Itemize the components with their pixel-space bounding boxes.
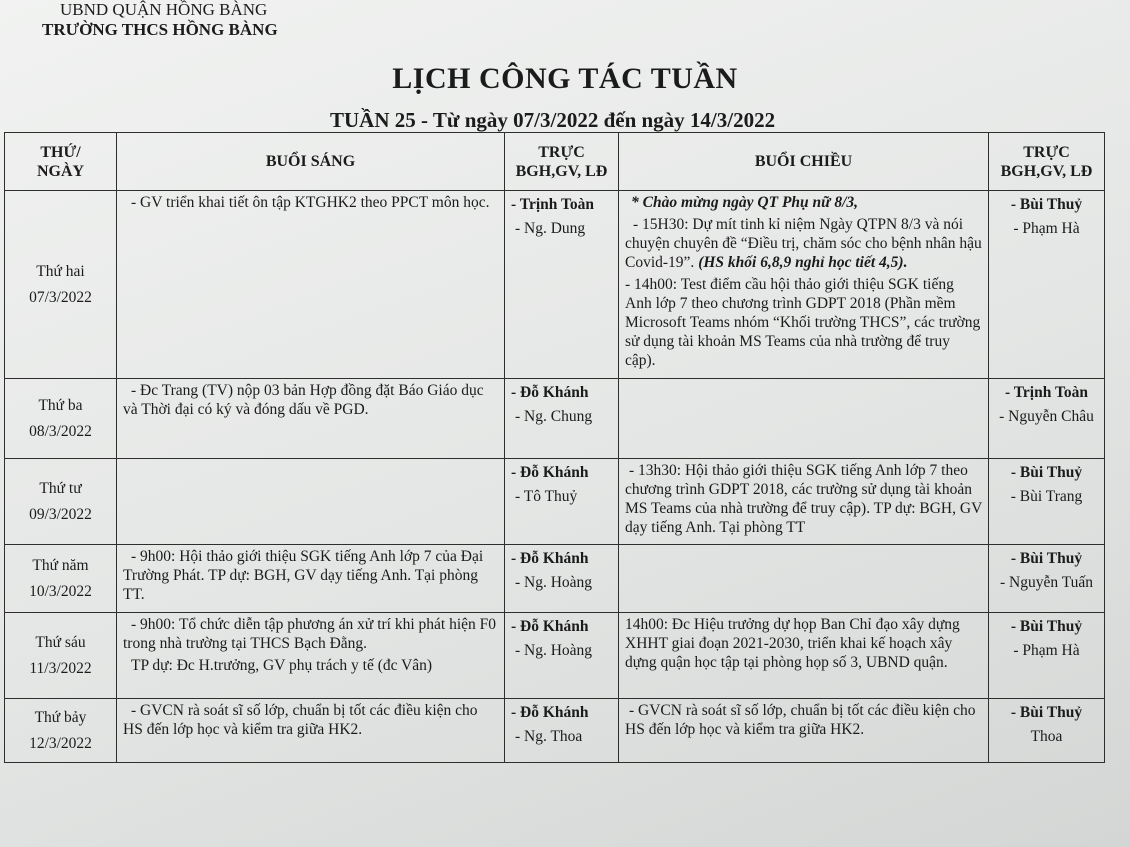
- table-row: [5, 613, 1105, 699]
- organization-header: [42, 0, 278, 40]
- district-name: UBND QUẬN HỒNG BÀNG: [60, 0, 268, 19]
- duty-am-cell: - Đỗ Khánh - Ng. Thoa: [505, 699, 619, 763]
- duty-pm-cell: - Bùi Thuỷ - Bùi Trang: [989, 459, 1105, 545]
- morning-cell: - 9h00: Hội thảo giới thiệu SGK tiếng Anh lớp 7 của Đại Trường Phát. TP dự: BGH, GV dạy tiếng Anh. Tại phòng TT.: [117, 545, 505, 613]
- afternoon-cell: [619, 545, 989, 613]
- afternoon-cell: 14h00: Đc Hiệu trưởng dự họp Ban Chỉ đạo xây dựng XHHT giai đoạn 2021-2030, triển khai kế hoạch xây dựng quận học tập tại phòng họp số 3, UBND quận.: [619, 613, 989, 699]
- afternoon-cell: * Chào mừng ngày QT Phụ nữ 8/3, - 15H30: Dự mít tinh kỉ niệm Ngày QTPN 8/3 và nói chuyện chuyên đề “Điều trị, chăm sóc cho bệnh nhân hậu Covid-19”. (HS khối 6,8,9 nghỉ học tiết 4,5). - 14h00: Test điểm cầu hội thảo giới thiệu SGK tiếng Anh lớp 7 theo chương trình GDPT 2018 (Phần mềm Microsoft Teams nhóm “Khối trường THCS”, các trường sử dụng tài khoản MS Teams của nhà trường để truy cập).: [619, 191, 989, 379]
- day-cell: Thứ sáu 11/3/2022: [5, 613, 117, 699]
- afternoon-cell: [619, 379, 989, 459]
- duty-pm-cell: - Bùi Thuỷ Thoa: [989, 699, 1105, 763]
- col-afternoon-header: BUỔI CHIỀU: [619, 133, 989, 191]
- duty-pm-cell: - Bùi Thuỷ - Nguyễn Tuấn: [989, 545, 1105, 613]
- table-row: [5, 699, 1105, 763]
- table-row: [5, 459, 1105, 545]
- table-row: [5, 191, 1105, 379]
- col-duty-pm-header: TRỰC BGH,GV, LĐ: [989, 133, 1105, 191]
- day-cell: Thứ tư 09/3/2022: [5, 459, 117, 545]
- table-header-row: [5, 133, 1105, 191]
- morning-cell: - Đc Trang (TV) nộp 03 bản Hợp đồng đặt Báo Giáo dục và Thời đại có ký và đóng dấu về PGD.: [117, 379, 505, 459]
- day-cell: Thứ hai 07/3/2022: [5, 191, 117, 379]
- duty-pm-cell: - Bùi Thuỷ - Phạm Hà: [989, 613, 1105, 699]
- duty-pm-cell: - Trịnh Toàn - Nguyễn Châu: [989, 379, 1105, 459]
- day-cell: Thứ năm 10/3/2022: [5, 545, 117, 613]
- duty-am-cell: - Đỗ Khánh - Tô Thuỷ: [505, 459, 619, 545]
- duty-am-cell: - Đỗ Khánh - Ng. Hoàng: [505, 613, 619, 699]
- school-name: TRƯỜNG THCS HỒNG BÀNG: [42, 20, 278, 39]
- col-duty-am-header: TRỰC BGH,GV, LĐ: [505, 133, 619, 191]
- morning-cell: [117, 459, 505, 545]
- duty-am-cell: - Đỗ Khánh - Ng. Hoàng: [505, 545, 619, 613]
- table-row: [5, 379, 1105, 459]
- afternoon-cell: - 13h30: Hội thảo giới thiệu SGK tiếng Anh lớp 7 theo chương trình GDPT 2018, các trường sử dụng tài khoản MS Teams của nhà trường để truy cập). TP dự: BGH, GV dạy tiếng Anh. Tại phòng TT: [619, 459, 989, 545]
- morning-cell: - GV triển khai tiết ôn tập KTGHK2 theo PPCT môn học.: [117, 191, 505, 379]
- day-cell: Thứ bảy 12/3/2022: [5, 699, 117, 763]
- afternoon-cell: - GVCN rà soát sĩ số lớp, chuẩn bị tốt các điều kiện cho HS đến lớp học và kiểm tra giữa HK2.: [619, 699, 989, 763]
- col-day-header: THỨ/ NGÀY: [5, 133, 117, 191]
- week-range: TUẦN 25 - Từ ngày 07/3/2022 đến ngày 14/3/2022: [330, 108, 776, 132]
- morning-cell: - GVCN rà soát sĩ số lớp, chuẩn bị tốt các điều kiện cho HS đến lớp học và kiểm tra giữa HK2.: [117, 699, 505, 763]
- document-title: LỊCH CÔNG TÁC TUẦN: [392, 62, 738, 95]
- schedule-table: [4, 132, 1105, 763]
- duty-pm-cell: - Bùi Thuỷ - Phạm Hà: [989, 191, 1105, 379]
- duty-am-cell: - Trịnh Toàn - Ng. Dung: [505, 191, 619, 379]
- duty-am-cell: - Đỗ Khánh - Ng. Chung: [505, 379, 619, 459]
- day-cell: Thứ ba 08/3/2022: [5, 379, 117, 459]
- col-morning-header: BUỔI SÁNG: [117, 133, 505, 191]
- table-row: [5, 545, 1105, 613]
- morning-cell: - 9h00: Tổ chức diễn tập phương án xử trí khi phát hiện F0 trong nhà trường tại THCS Bạch Đằng. TP dự: Đc H.trưởng, GV phụ trách y tế (đc Vân): [117, 613, 505, 699]
